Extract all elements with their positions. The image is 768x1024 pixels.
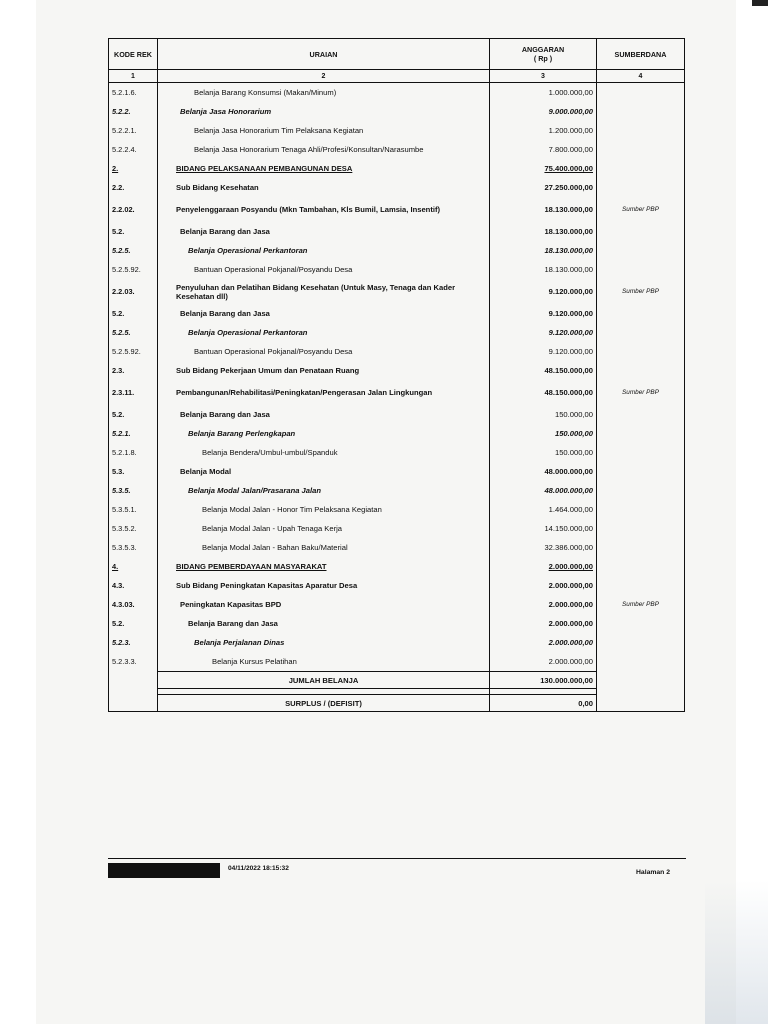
row-uraian: Belanja Modal Jalan - Bahan Baku/Material [158,538,490,557]
row-uraian: Sub Bidang Peningkatan Kapasitas Aparatur Desa [158,576,490,595]
row-source [597,83,685,103]
row-kode: 2.2. [109,178,158,197]
row-source [597,614,685,633]
table-header-row [109,39,685,70]
row-kode: 5.2.2.1. [109,121,158,140]
header-anggaran [490,39,597,70]
table-row [109,576,685,595]
row-uraian: Belanja Operasional Perkantoran [158,241,490,260]
row-uraian: Belanja Modal Jalan - Honor Tim Pelaksana Kegiatan [158,500,490,519]
row-uraian: Penyelenggaraan Posyandu (Mkn Tambahan, Kls Bumil, Lamsia, Insentif) [158,197,490,222]
row-amount: 9.120.000,00 [490,342,597,361]
table-row [109,405,685,424]
row-source [597,652,685,672]
row-source [597,342,685,361]
row-kode: 5.2. [109,614,158,633]
row-amount: 150.000,00 [490,405,597,424]
row-kode: 2.3. [109,361,158,380]
scan-corner-mark [752,0,768,6]
table-row [109,222,685,241]
row-source [597,519,685,538]
table-row [109,260,685,279]
row-source [597,121,685,140]
surplus-value: 0,00 [490,695,597,712]
table-row [109,197,685,222]
table-row [109,323,685,342]
row-amount: 75.400.000,00 [490,159,597,178]
row-source [597,102,685,121]
table-row [109,557,685,576]
row-source [597,241,685,260]
row-source [597,323,685,342]
row-kode: 5.3. [109,462,158,481]
row-uraian: Belanja Kursus Pelatihan [158,652,490,672]
row-source: Sumber PBP [597,380,685,405]
row-uraian: Sub Bidang Kesehatan [158,178,490,197]
table-row [109,652,685,672]
row-source [597,481,685,500]
header-uraian: URAIAN [158,39,490,70]
row-amount: 7.800.000,00 [490,140,597,159]
table-row [109,538,685,557]
table-row [109,361,685,380]
row-source [597,443,685,462]
table-row [109,519,685,538]
table-row [109,304,685,323]
row-amount: 9.000.000,00 [490,102,597,121]
scan-shadow [705,880,768,1024]
surplus-label: SURPLUS / (DEFISIT) [158,695,490,712]
row-amount: 1.200.000,00 [490,121,597,140]
table-row [109,380,685,405]
row-uraian: Belanja Barang dan Jasa [158,304,490,323]
row-uraian: BIDANG PEMBERDAYAAN MASYARAKAT [158,557,490,576]
table-row [109,83,685,103]
row-source: Sumber PBP [597,279,685,304]
header-anggaran-unit: ( Rp ) [533,54,553,63]
row-uraian: Belanja Perjalanan Dinas [158,633,490,652]
row-kode: 2.2.03. [109,279,158,304]
row-uraian: Belanja Modal Jalan - Upah Tenaga Kerja [158,519,490,538]
column-number-1: 1 [109,70,158,83]
row-amount: 2.000.000,00 [490,614,597,633]
row-source [597,361,685,380]
row-amount: 150.000,00 [490,424,597,443]
row-kode: 5.3.5.2. [109,519,158,538]
row-source [597,633,685,652]
row-amount: 9.120.000,00 [490,304,597,323]
table-row [109,481,685,500]
row-uraian: Belanja Barang dan Jasa [158,405,490,424]
row-uraian: Belanja Modal [158,462,490,481]
row-source [597,140,685,159]
print-datetime: 04/11/2022 18:15:32 [228,865,289,872]
row-source: Sumber PBP [597,595,685,614]
table-row [109,424,685,443]
row-uraian: Belanja Barang dan Jasa [158,614,490,633]
table-row [109,140,685,159]
row-source [597,500,685,519]
surplus-row [109,695,685,712]
column-number-2: 2 [158,70,490,83]
row-amount: 18.130.000,00 [490,241,597,260]
total-kode-blank [109,672,158,689]
header-anggaran-label: ANGGARAN [521,45,565,54]
row-uraian: Belanja Modal Jalan/Prasarana Jalan [158,481,490,500]
row-uraian: Belanja Jasa Honorarium Tim Pelaksana Kegiatan [158,121,490,140]
column-number-row [109,70,685,83]
row-amount: 18.130.000,00 [490,222,597,241]
row-kode: 5.2. [109,405,158,424]
row-source [597,260,685,279]
row-uraian: Belanja Jasa Honorarium [158,102,490,121]
total-source-blank [597,672,685,689]
row-uraian: Penyuluhan dan Pelatihan Bidang Kesehatan (Untuk Masy, Tenaga dan Kader Kesehatan dll) [158,279,490,304]
table-row [109,159,685,178]
row-kode: 5.2.3.3. [109,652,158,672]
row-amount: 2.000.000,00 [490,557,597,576]
row-uraian: Belanja Barang Konsumsi (Makan/Minum) [158,83,490,103]
row-source [597,557,685,576]
row-kode: 5.2.1.6. [109,83,158,103]
row-uraian: Pembangunan/Rehabilitasi/Peningkatan/Pengerasan Jalan Lingkungan [158,380,490,405]
total-value: 130.000.000,00 [490,672,597,689]
row-amount: 48.150.000,00 [490,361,597,380]
table-row [109,342,685,361]
footer-divider [108,858,686,859]
row-kode: 5.3.5.3. [109,538,158,557]
row-kode: 4.3.03. [109,595,158,614]
row-amount: 48.000.000,00 [490,462,597,481]
row-uraian: BIDANG PELAKSANAAN PEMBANGUNAN DESA [158,159,490,178]
row-amount: 1.000.000,00 [490,83,597,103]
row-uraian: Belanja Barang dan Jasa [158,222,490,241]
row-source [597,462,685,481]
column-number-3: 3 [490,70,597,83]
row-uraian: Belanja Barang Perlengkapan [158,424,490,443]
row-kode: 5.3.5. [109,481,158,500]
row-uraian: Bantuan Operasional Pokjanal/Posyandu Desa [158,342,490,361]
row-kode: 5.2.3. [109,633,158,652]
column-number-4: 4 [597,70,685,83]
table-row [109,595,685,614]
table-row [109,500,685,519]
row-uraian: Belanja Bendera/Umbul-umbul/Spanduk [158,443,490,462]
table-row [109,614,685,633]
table-row [109,443,685,462]
table-row [109,178,685,197]
row-amount: 150.000,00 [490,443,597,462]
row-amount: 2.000.000,00 [490,633,597,652]
budget-table [108,38,685,712]
row-kode: 2.2.02. [109,197,158,222]
row-uraian: Sub Bidang Pekerjaan Umum dan Penataan Ruang [158,361,490,380]
row-amount: 32.386.000,00 [490,538,597,557]
row-kode: 5.3.5.1. [109,500,158,519]
row-uraian: Peningkatan Kapasitas BPD [158,595,490,614]
row-source [597,576,685,595]
row-amount: 18.130.000,00 [490,197,597,222]
row-source [597,222,685,241]
surplus-source-blank [597,695,685,712]
row-source: Sumber PBP [597,197,685,222]
row-amount: 2.000.000,00 [490,576,597,595]
table-row [109,279,685,304]
row-kode: 5.2.2.4. [109,140,158,159]
row-amount: 48.150.000,00 [490,380,597,405]
row-amount: 27.250.000,00 [490,178,597,197]
row-kode: 5.2.1. [109,424,158,443]
row-source [597,304,685,323]
row-source [597,538,685,557]
row-source [597,159,685,178]
row-amount: 2.000.000,00 [490,595,597,614]
row-amount: 48.000.000,00 [490,481,597,500]
table-row [109,241,685,260]
row-amount: 18.130.000,00 [490,260,597,279]
row-source [597,405,685,424]
row-kode: 5.2. [109,304,158,323]
page-number: Halaman 2 [636,869,671,876]
row-kode: 5.2.1.8. [109,443,158,462]
row-source [597,178,685,197]
row-kode: 2. [109,159,158,178]
redacted-block [108,863,220,878]
row-amount: 1.464.000,00 [490,500,597,519]
row-kode: 4.3. [109,576,158,595]
row-amount: 14.150.000,00 [490,519,597,538]
table-row [109,633,685,652]
row-source [597,424,685,443]
row-kode: 5.2.2. [109,102,158,121]
row-kode: 4. [109,557,158,576]
row-kode: 5.2. [109,222,158,241]
row-uraian: Belanja Operasional Perkantoran [158,323,490,342]
row-kode: 5.2.5.92. [109,260,158,279]
table-row [109,102,685,121]
row-kode: 5.2.5. [109,241,158,260]
row-amount: 9.120.000,00 [490,323,597,342]
row-kode: 5.2.5. [109,323,158,342]
header-sumberdana: SUMBERDANA [597,39,685,70]
row-kode: 2.3.11. [109,380,158,405]
row-amount: 2.000.000,00 [490,652,597,672]
row-uraian: Bantuan Operasional Pokjanal/Posyandu Desa [158,260,490,279]
row-amount: 9.120.000,00 [490,279,597,304]
total-label: JUMLAH BELANJA [158,672,490,689]
table-row [109,121,685,140]
row-uraian: Belanja Jasa Honorarium Tenaga Ahli/Profesi/Konsultan/Narasumbe [158,140,490,159]
table-row [109,462,685,481]
total-row [109,672,685,689]
header-kode-rek: KODE REK [109,39,158,70]
row-kode: 5.2.5.92. [109,342,158,361]
surplus-kode-blank [109,695,158,712]
